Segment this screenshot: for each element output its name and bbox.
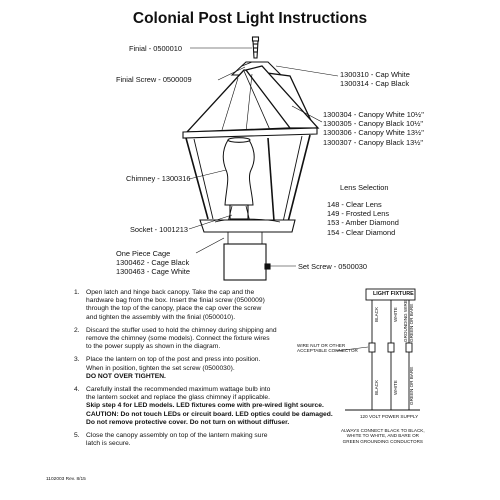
label-socket: Socket - 1001213	[130, 225, 188, 234]
instruction-step: 2. Discard the stuffer used to hold the chimney during shipping and remove the chimney (some models). Connect the fixture wires to the power supply as shown in the diagram.	[74, 326, 277, 351]
label-finial-screw: Finial Screw - 0500009	[116, 75, 192, 84]
wire-label-grounding: GROUNDING WIRE	[403, 300, 408, 342]
power-supply-label: 120 VOLT POWER SUPPLY	[360, 414, 419, 419]
wire-label-supply-white: WHITE	[393, 380, 398, 395]
label-canopy: 1300304 - Canopy White 10½" 1300305 - Canopy Black 10½" 1300306 - Canopy White 13½" 1300307 - Canopy Black 13½"	[323, 110, 424, 147]
label-cage: One Piece Cage 1300462 - Cage Black 1300463 - Cage White	[116, 249, 190, 277]
wire-label-fixture-black: BLACK	[374, 306, 379, 322]
wire-label-supply-black: BLACK	[374, 379, 379, 395]
instruction-step: 5. Close the canopy assembly on top of the lantern making sure latch is secure.	[74, 432, 268, 448]
wire-label-fixture-white: WHITE	[393, 307, 398, 322]
wire-label-supply-green: GREEN OR BARE	[409, 366, 414, 405]
footer-revision: 1102003 Rev. 8/15	[46, 477, 86, 482]
lens-selection-heading: Lens Selection	[340, 183, 389, 192]
page-title: Colonial Post Light Instructions	[132, 10, 368, 27]
instruction-step: 1. Open latch and hinge back canopy. Take the cap and the hardware bag from the box. Insert the finial screw (0500009) through the top of the canopy, place the cap over the screw and tighten the assembly with the finial (0500010).	[74, 289, 265, 321]
wire-label-fixture-green: GREEN OR BARE	[409, 303, 414, 342]
wiring-note: ALWAYS CONNECT BLACK TO BLACK, WHITE TO WHITE, AND BARE OR GREEN GROUNDING CONDUCTORS	[341, 428, 425, 444]
instruction-step: 3. Place the lantern on top of the post and press into position. When in position, tighten the set screw (0500030). DO NOT OVER TIGHTEN.	[74, 356, 261, 380]
label-set-screw: Set Screw - 0500030	[298, 262, 368, 271]
label-chimney: Chimney - 1300316	[126, 174, 191, 183]
lens-selection-list: 148 - Clear Lens 149 - Frosted Lens 153 - Amber Diamond 154 - Clear Diamond	[327, 200, 399, 237]
instruction-step: 4. Carefully install the recommended maximum wattage bulb into the lantern socket and replace the glass chimney if applicable. Skip step 4 for LED models. LED fixtures come with pre-wired light source. CAUTION: Do not touch LEDs or circuit board. LED optics could be damaged. Do not remove protective cover. Do not turn on without diffuser.	[74, 386, 333, 426]
connector-label: WIRE NUT OR OTHER ACCEPTABLE CONNECTOR	[297, 343, 358, 354]
label-finial: Finial - 0500010	[129, 44, 183, 53]
light-fixture-label: LIGHT FIXTURE	[373, 291, 414, 297]
label-cap: 1300310 - Cap White 1300314 - Cap Black	[340, 70, 410, 89]
